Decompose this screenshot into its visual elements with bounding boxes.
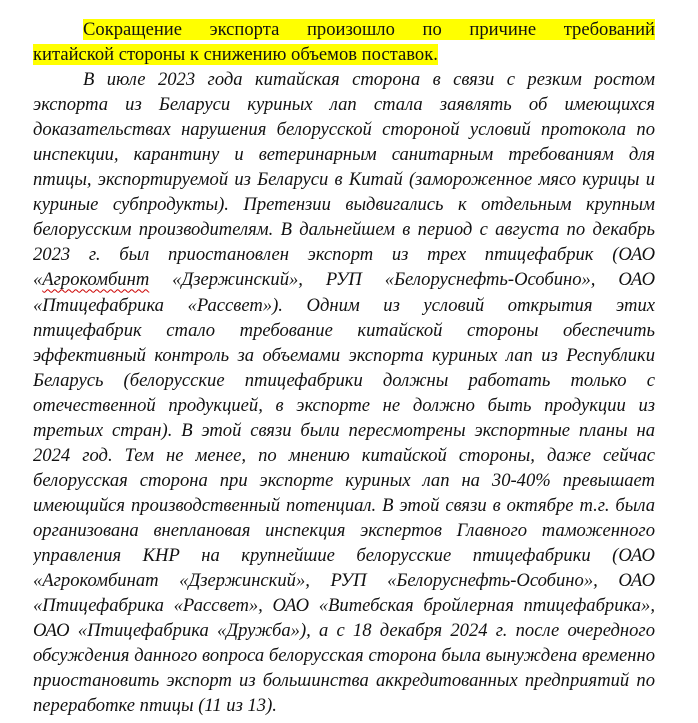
body-line: экспорта из Беларуси куриных лап стала заявлять об имеющихся	[33, 94, 655, 116]
body-line: эффективный контроль за объемами экспорта куриных лап из Республики	[33, 344, 655, 366]
body-line: доказательствах нарушения белорусской стороной условий протокола по	[33, 119, 655, 141]
body-line: «Птицефабрика «Рассвет»). Одним из условий открытия этих	[33, 294, 655, 316]
body-line: 2024 год. Тем не менее, по мнению китайской стороны, даже сейчас	[33, 444, 655, 466]
highlighted-paragraph	[33, 17, 655, 67]
body-line: приостановить экспорт из большинства аккредитованных предприятий по	[33, 670, 655, 692]
body-line: «Птицефабрика «Рассвет», ОАО «Витебская бройлерная птицефабрика»,	[33, 595, 655, 617]
body-line: птицефабрик стало требование китайской стороны обеспечить	[33, 319, 655, 341]
highlighted-text: Сокращение экспорта произошло по причине требований	[83, 19, 655, 40]
body-line: третьих стран). В этой связи были пересмотрены экспортные планы на	[33, 419, 655, 441]
body-line: управления КНР на крупнейшие белорусские птицефабрики (ОАО	[33, 544, 655, 566]
body-line: куриные субпродукты). Претензии выдвигались к отдельным крупным	[33, 194, 655, 216]
highlighted-line	[33, 42, 655, 67]
body-line: белорусская сторона при экспорте куриных лап на 30-40% превышает	[33, 469, 655, 491]
italic-body-paragraph	[33, 67, 655, 718]
body-line: имеющийся производственный потенциал. В этой связи в октябре т.г. была	[33, 494, 655, 516]
body-line: птицы, экспортируемой из Беларуси в Китай (замороженное мясо курицы и	[33, 169, 655, 191]
body-line: переработке птицы (11 из 13).	[33, 695, 277, 717]
body-line: «Агрокомбинат «Дзержинский», РУП «Белоруснефть-Особино», ОАО	[33, 570, 655, 592]
body-line: В июле 2023 года китайская сторона в связи с резким ростом	[83, 69, 655, 91]
body-line: ОАО «Птицефабрика «Дружба»), а с 18 декабря 2024 г. после очередного	[33, 620, 655, 642]
body-line: инспекции, карантину и ветеринарным санитарным требованиям для	[33, 144, 655, 166]
document-page	[33, 17, 655, 718]
body-line: белорусским производителям. В дальнейшем в период с августа по декабрь	[33, 219, 655, 241]
highlighted-text: китайской стороны к снижению объемов поставок.	[33, 44, 438, 66]
body-line: отечественной продукцией, в экспорте не должно быть продукции из	[33, 394, 655, 416]
highlighted-line	[33, 17, 655, 42]
body-line: 2023 г. был приостановлен экспорт из трех птицефабрик (ОАО	[33, 244, 655, 266]
body-line: организована внеплановая инспекция экспертов Главного таможенного	[33, 519, 655, 541]
spellcheck-marked-word: Агрокомбинт	[42, 269, 150, 291]
body-line: обсуждения данного вопроса белорусская сторона была вынуждена временно	[33, 645, 655, 667]
body-line: Беларусь (белорусские птицефабрики должны работать только с	[33, 369, 655, 391]
body-line: «Агрокомбинт «Дзержинский», РУП «Белоруснефть-Особино», ОАО	[33, 269, 655, 291]
